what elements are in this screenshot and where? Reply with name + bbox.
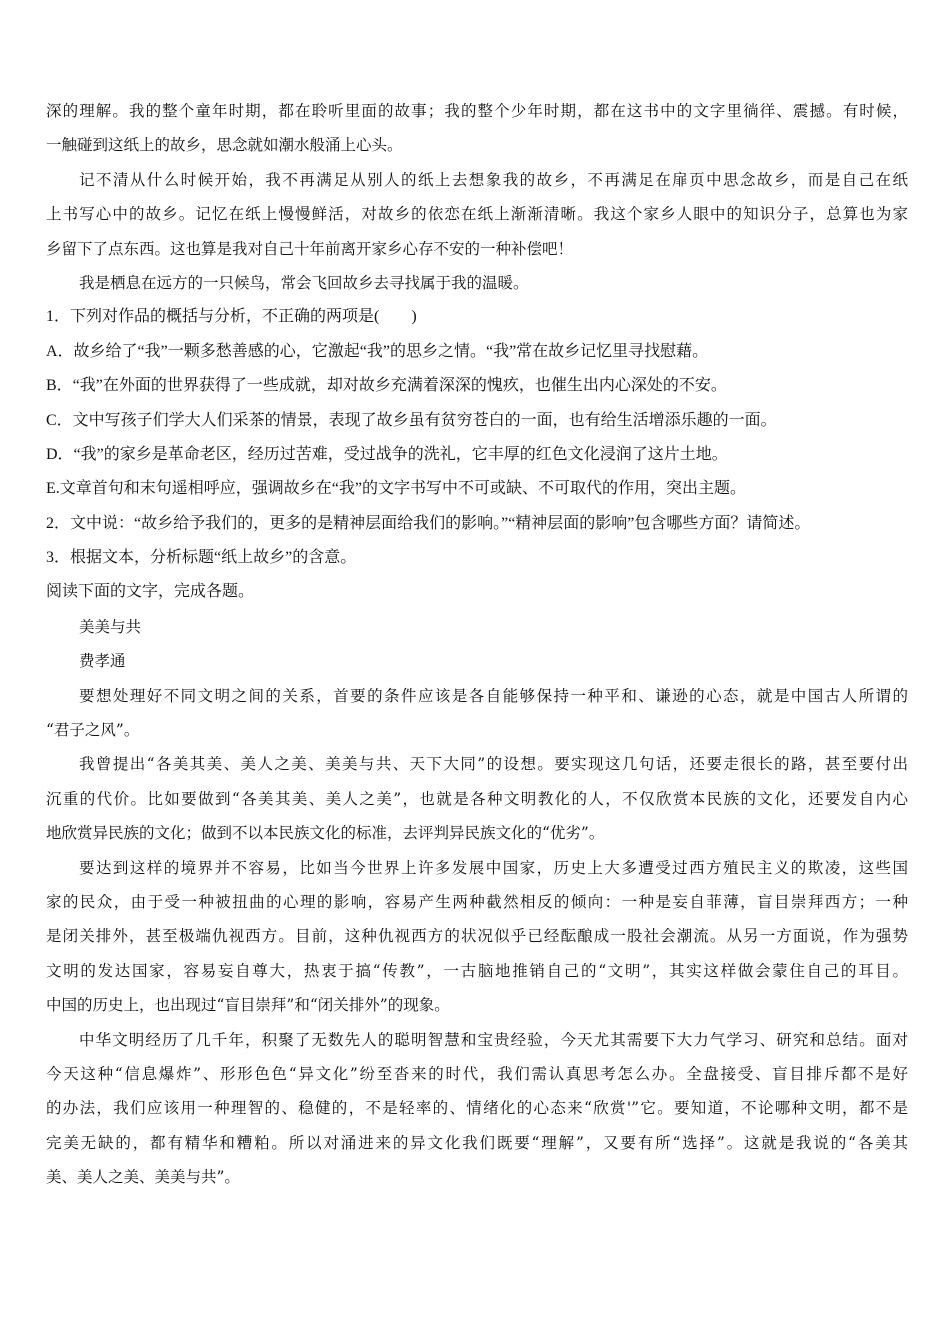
essay-para3-line5: 中国的历史上，也出现过“盲目崇拜”和“闭关排外”的现象。: [46, 996, 450, 1015]
essay-para3-line3: 是闭关排外，甚至极端仇视西方。目前，这种仇视西方的状况似乎已经酝酿成一股社会潮流。从另一方面说，作为强势: [46, 927, 908, 946]
document-page: [46, 94, 908, 1195]
story-para1-line2: 一触碰到这纸上的故乡，思念就如潮水般涌上心头。: [46, 136, 403, 155]
question-1: 1．下列对作品的概括与分析，不正确的两项是( ): [46, 308, 417, 326]
story-para2-line3: 乡留下了点东西。这也算是我对自己十年前离开家乡心存不安的一种补偿吧！: [46, 239, 574, 258]
option-a: A．故乡给了“我”一颗多愁善感的心，它激起“我”的思乡之情。“我”常在故乡记忆里寻找慰藉。: [46, 342, 709, 360]
essay-title: 美美与共: [79, 617, 142, 636]
essay-para4-line1: 中华文明经历了几千年，积聚了无数先人的聪明智慧和宝贵经验，今天尤其需要下大力气学习、研究和总结。面对: [79, 1030, 908, 1049]
essay-para2-line2: 沉重的代价。比如要做到“各美其美、美人之美”，也就是各种文明教化的人，不仅欣赏本民族的文化，还要发自内心: [46, 789, 908, 808]
essay-para4-line2: 今天这种“信息爆炸”、形形色色“异文化”纷至沓来的时代，我们需认真思考怎么办。全盘接受、盲目排斥都不是好: [46, 1064, 908, 1083]
option-b: B．“我”在外面的世界获得了一些成就，却对故乡充满着深深的愧疚，也催生出内心深处的不安。: [46, 377, 727, 395]
essay-para3-line4: 文明的发达国家，容易妄自尊大，热衷于搞“传教”，一古脑地推销自己的“文明”，其实这样做会蒙住自己的耳目。: [46, 961, 908, 980]
question-2: 2．文中说：“故乡给予我们的，更多的是精神层面给我们的影响。”“精神层面的影响”包含哪些方面？请简述。: [46, 514, 811, 532]
essay-para3-line1: 要达到这样的境界并不容易，比如当今世界上许多发展中国家，历史上大多遭受过西方殖民主义的欺凌，这些国: [79, 858, 908, 877]
essay-para4-line3: 的办法，我们应该用一种理智的、稳健的，不是轻率的、情绪化的心态来“欣赏'”它。要知道，不论哪种文明，都不是: [46, 1099, 908, 1118]
question-3: 3．根据文本，分析标题“纸上故乡”的含意。: [46, 549, 357, 567]
story-para2-line2: 上书写心中的故乡。记忆在纸上慢慢鲜活，对故乡的依恋在纸上渐渐清晰。我这个家乡人眼中的知识分子，总算也为家: [46, 205, 908, 224]
essay-para2-line3: 地欣赏异民族的文化；做到不以本民族文化的标准，去评判异民族文化的“优劣”。: [46, 824, 605, 843]
essay-para1-line2: “君子之风”。: [46, 721, 140, 740]
essay-para4-line5: 美、美人之美、美美与共”。: [46, 1168, 240, 1187]
reading-instruction: 阅读下面的文字，完成各题。: [46, 583, 255, 601]
option-d: D．“我”的家乡是革命老区，经历过苦难，受过战争的洗礼，它丰厚的红色文化浸润了这片土地。: [46, 445, 728, 463]
option-e: E.文章首句和末句遥相呼应，强调故乡在“我”的文字书写中不可或缺、不可取代的作用，突出主题。: [46, 480, 746, 498]
essay-para3-line2: 家的民众，由于受一种被扭曲的心理的影响，容易产生两种截然相反的倾向：一种是妄自菲薄，盲目崇拜西方；一种: [46, 892, 908, 911]
essay-author: 费孝通: [79, 652, 126, 671]
story-para2-line1: 记不清从什么时候开始，我不再满足从别人的纸上去想象我的故乡，不再满足在扉页中思念故乡，而是自己在纸: [79, 170, 908, 189]
essay-para4-line4: 完美无缺的，都有精华和糟粕。所以对涌进来的异文化我们既要“理解”，又要有所“选择”。这就是我说的“各美其: [46, 1133, 908, 1152]
story-para3: 我是栖息在远方的一只候鸟，常会飞回故乡去寻找属于我的温暖。: [79, 273, 529, 292]
essay-para1-line1: 要想处理好不同文明之间的关系，首要的条件应该是各自能够保持一种平和、谦逊的心态，就是中国古人所谓的: [79, 686, 908, 705]
essay-para2-line1: 我曾提出“各美其美、美人之美、美美与共、天下大同”的设想。要实现这几句话，还要走很长的路，甚至要付出: [79, 755, 908, 774]
option-c: C．文中写孩子们学大人们采茶的情景，表现了故乡虽有贫穷苍白的一面，也有给生活增添乐趣的一面。: [46, 411, 777, 429]
story-para1-line1: 深的理解。我的整个童年时期，都在聆听里面的故事；我的整个少年时期，都在这书中的文字里徜徉、震撼。有时候，: [46, 102, 908, 120]
